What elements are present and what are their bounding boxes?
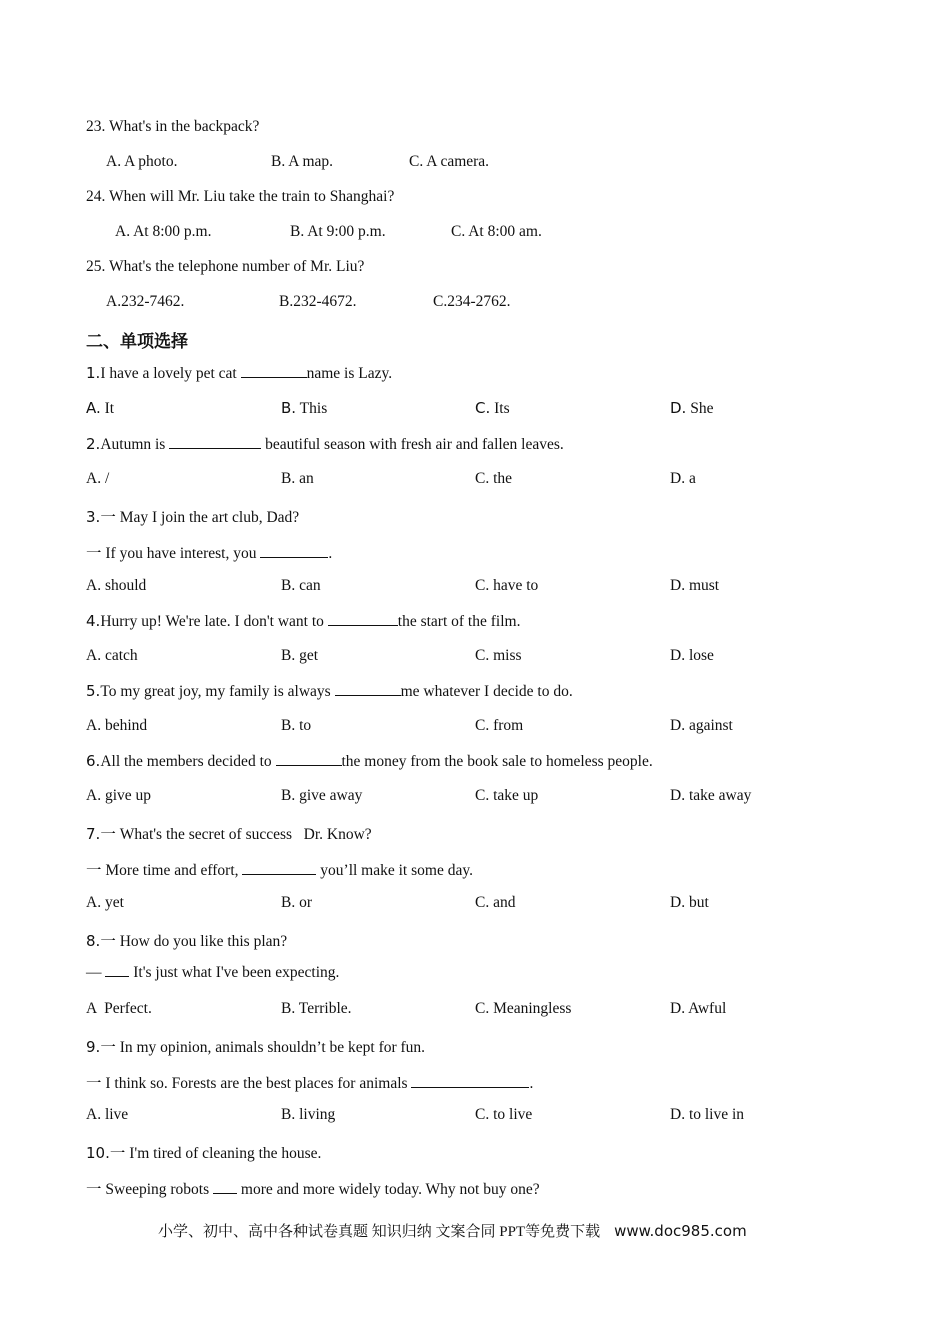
question-4 bbox=[86, 612, 520, 631]
answer-blank bbox=[260, 545, 328, 558]
q3-option-d: D. must bbox=[670, 577, 720, 594]
question-number: 4. bbox=[86, 612, 101, 630]
question-number: 1. bbox=[86, 364, 101, 382]
footer-text: 小学、初中、高中各种试卷真题 知识归纳 文案合同 PPT等免费下载 bbox=[158, 1224, 601, 1240]
question-text: 一 May I join the art club, Dad? bbox=[100, 509, 300, 526]
footer-site-link[interactable]: www.doc985.com bbox=[614, 1222, 747, 1240]
option-text: It bbox=[104, 400, 115, 417]
option-letter: C. bbox=[475, 399, 491, 417]
question-text: beautiful season with fresh air and fallen leaves. bbox=[261, 436, 564, 453]
question-3-response bbox=[86, 541, 332, 563]
q6-option-c: C. take up bbox=[475, 787, 539, 804]
q1-option-d bbox=[670, 399, 713, 418]
q8-option-d: D. Awful bbox=[670, 1000, 727, 1017]
q23-option-a: A. A photo. bbox=[106, 153, 178, 170]
q9-option-d: D. to live in bbox=[670, 1106, 745, 1123]
answer-blank bbox=[169, 436, 261, 449]
question-text: 一 What's the secret of success Dr. Know? bbox=[100, 826, 372, 843]
question-number: 2. bbox=[86, 435, 101, 453]
q4-option-d: D. lose bbox=[670, 647, 714, 664]
answer-blank bbox=[328, 613, 398, 626]
q1-option-c bbox=[475, 399, 510, 418]
question-6 bbox=[86, 752, 653, 771]
question-text: 一 How do you like this plan? bbox=[100, 933, 288, 950]
answer-blank bbox=[276, 753, 342, 766]
q9-option-a: A. live bbox=[86, 1106, 129, 1123]
question-2 bbox=[86, 435, 564, 454]
option-text: This bbox=[299, 400, 328, 417]
question-1 bbox=[86, 364, 392, 383]
q24-option-b: B. At 9:00 p.m. bbox=[290, 223, 386, 240]
q7-option-b: B. or bbox=[281, 894, 312, 911]
q5-option-a: A. behind bbox=[86, 717, 148, 734]
answer-blank bbox=[241, 365, 307, 378]
q7-option-d: D. but bbox=[670, 894, 709, 911]
q25-option-c: C.234-2762. bbox=[433, 293, 511, 310]
question-number: 8. bbox=[86, 932, 101, 950]
question-text: 一 In my opinion, animals shouldn’t be kept for fun. bbox=[100, 1039, 426, 1056]
q3-option-c: C. have to bbox=[475, 577, 539, 594]
q2-option-a: A. / bbox=[86, 470, 110, 487]
section-title: 二、单项选择 bbox=[86, 332, 188, 352]
q5-option-d: D. against bbox=[670, 717, 733, 734]
answer-blank bbox=[105, 964, 129, 977]
question-text: 一 I think so. Forests are the best places for animals bbox=[86, 1075, 412, 1092]
question-9-response bbox=[86, 1071, 533, 1093]
q2-option-d: D. a bbox=[670, 470, 696, 487]
question-text: 一 I'm tired of cleaning the house. bbox=[109, 1145, 322, 1162]
question-7-response bbox=[86, 858, 473, 880]
question-8-response bbox=[86, 964, 339, 982]
question-number: 3. bbox=[86, 508, 101, 526]
answer-blank bbox=[411, 1075, 529, 1088]
option-letter: B. bbox=[281, 399, 297, 417]
question-text: — bbox=[86, 964, 106, 981]
q4-option-b: B. get bbox=[281, 647, 319, 664]
q24-option-c: C. At 8:00 am. bbox=[451, 223, 542, 240]
answer-blank bbox=[213, 1181, 237, 1194]
q1-option-b bbox=[281, 399, 327, 418]
question-number: 9. bbox=[86, 1038, 101, 1056]
question-text: name is Lazy. bbox=[306, 365, 393, 382]
q6-option-a: A. give up bbox=[86, 787, 152, 804]
q2-option-c: C. the bbox=[475, 470, 513, 487]
question-9 bbox=[86, 1035, 425, 1057]
question-7 bbox=[86, 822, 372, 844]
question-8 bbox=[86, 929, 287, 951]
question-text: I have a lovely pet cat bbox=[100, 365, 241, 382]
question-text: the money from the book sale to homeless people. bbox=[341, 753, 653, 770]
question-text: All the members decided to bbox=[100, 753, 276, 770]
q8-option-a: A Perfect. bbox=[86, 1000, 152, 1017]
option-text: Its bbox=[494, 400, 510, 417]
question-25: 25. What's the telephone number of Mr. Liu? bbox=[86, 258, 365, 275]
q5-option-b: B. to bbox=[281, 717, 312, 734]
q8-option-c: C. Meaningless bbox=[475, 1000, 572, 1017]
q6-option-b: B. give away bbox=[281, 787, 363, 804]
question-text: 一 More time and effort, bbox=[86, 862, 243, 879]
question-text: . bbox=[529, 1075, 534, 1092]
question-text: 一 Sweeping robots bbox=[86, 1181, 214, 1198]
question-text: To my great joy, my family is always bbox=[100, 683, 335, 700]
q8-option-b: B. Terrible. bbox=[281, 1000, 352, 1017]
question-10 bbox=[86, 1141, 321, 1163]
question-text: 一 If you have interest, you bbox=[86, 545, 261, 562]
q1-option-a bbox=[86, 399, 114, 418]
question-text: . bbox=[328, 545, 333, 562]
answer-blank bbox=[242, 862, 316, 875]
page-footer bbox=[158, 1220, 747, 1241]
question-24: 24. When will Mr. Liu take the train to Shanghai? bbox=[86, 188, 395, 205]
q7-option-c: C. and bbox=[475, 894, 516, 911]
q23-option-c: C. A camera. bbox=[409, 153, 490, 170]
question-text: It's just what I've been expecting. bbox=[129, 964, 340, 981]
question-23: 23. What's in the backpack? bbox=[86, 118, 260, 135]
question-text: Autumn is bbox=[100, 436, 170, 453]
q23-option-b: B. A map. bbox=[271, 153, 334, 170]
question-text: Hurry up! We're late. I don't want to bbox=[100, 613, 328, 630]
q3-option-b: B. can bbox=[281, 577, 321, 594]
question-text: you’ll make it some day. bbox=[316, 862, 473, 879]
q25-option-a: A.232-7462. bbox=[106, 293, 185, 310]
q3-option-a: A. should bbox=[86, 577, 147, 594]
q9-option-b: B. living bbox=[281, 1106, 336, 1123]
question-number: 6. bbox=[86, 752, 101, 770]
q4-option-a: A. catch bbox=[86, 647, 138, 664]
question-text: more and more widely today. Why not buy one? bbox=[237, 1181, 540, 1198]
option-letter: D. bbox=[670, 399, 687, 417]
q2-option-b: B. an bbox=[281, 470, 314, 487]
q7-option-a: A. yet bbox=[86, 894, 124, 911]
question-number: 10. bbox=[86, 1144, 110, 1162]
answer-blank bbox=[335, 683, 401, 696]
question-5 bbox=[86, 682, 573, 701]
q6-option-d: D. take away bbox=[670, 787, 752, 804]
question-text: the start of the film. bbox=[397, 613, 521, 630]
q24-option-a: A. At 8:00 p.m. bbox=[115, 223, 212, 240]
question-text: me whatever I decide to do. bbox=[400, 683, 573, 700]
question-10-response bbox=[86, 1177, 540, 1199]
question-number: 7. bbox=[86, 825, 101, 843]
option-text: She bbox=[690, 400, 714, 417]
q9-option-c: C. to live bbox=[475, 1106, 533, 1123]
q5-option-c: C. from bbox=[475, 717, 524, 734]
q25-option-b: B.232-4672. bbox=[279, 293, 357, 310]
question-number: 5. bbox=[86, 682, 101, 700]
q4-option-c: C. miss bbox=[475, 647, 522, 664]
question-3 bbox=[86, 505, 299, 527]
option-letter: A. bbox=[86, 399, 101, 417]
